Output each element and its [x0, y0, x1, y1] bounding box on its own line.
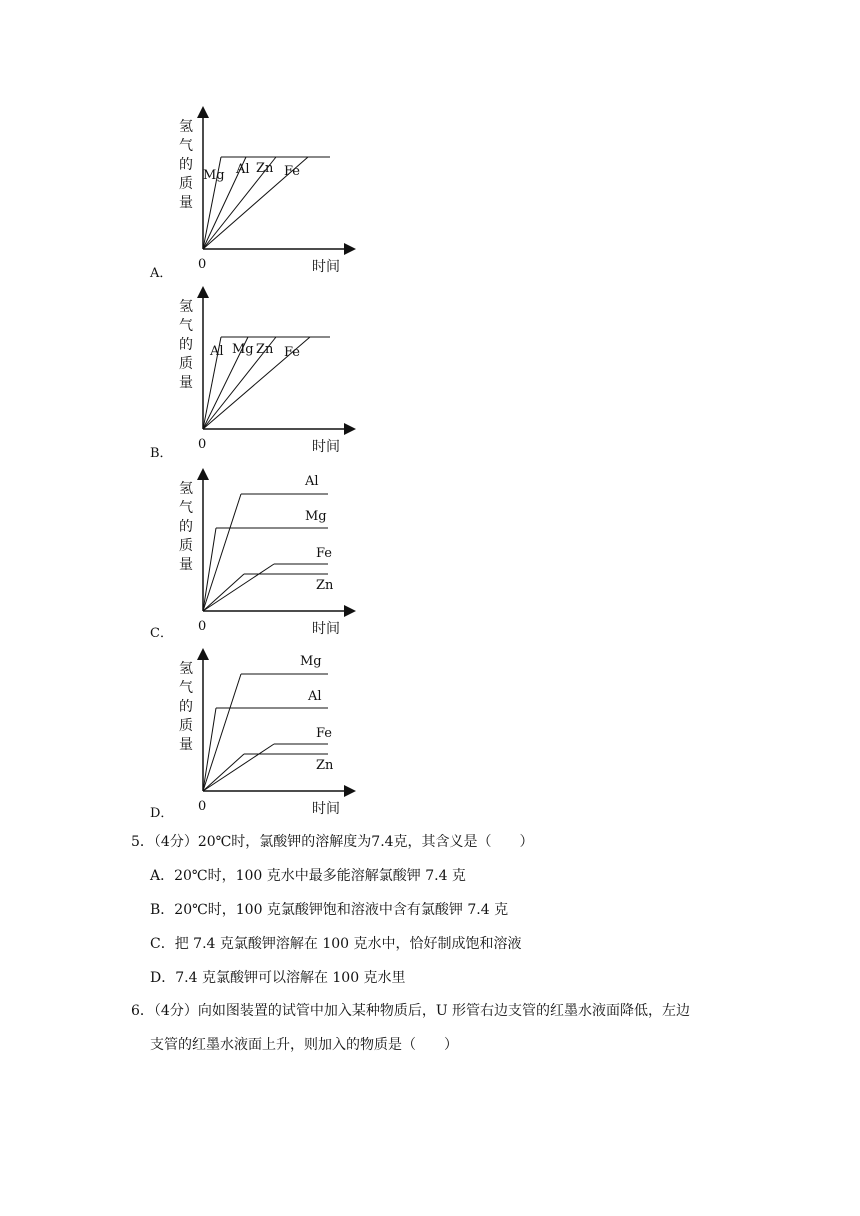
- graph-b: [150, 280, 370, 455]
- x-axis-label: 时间: [312, 439, 340, 455]
- y-char: 的: [179, 157, 193, 173]
- x-axis-label: 时间: [312, 621, 340, 637]
- q5-option-b: B．20℃时，100 克氯酸钾饱和溶液中含有氯酸钾 7.4 克: [150, 902, 509, 918]
- line-label-al: Al: [305, 474, 319, 489]
- origin-label: 0: [198, 257, 207, 272]
- option-letter-c: C．: [150, 626, 173, 641]
- line-label-al: Al: [236, 162, 250, 177]
- line-label-fe: Fe: [316, 546, 333, 561]
- line-label-mg: Mg: [300, 654, 322, 669]
- line-label-mg: Mg: [203, 168, 225, 183]
- y-char: 氢: [179, 299, 193, 315]
- y-char: 气: [179, 680, 193, 696]
- line-label-al: Al: [210, 344, 224, 359]
- question-5-stem: 5．（4分）20℃时，氯酸钾的溶解度为7.4克，其含义是（ ）: [131, 834, 534, 850]
- graph-c: [150, 462, 370, 637]
- origin-label: 0: [198, 799, 207, 814]
- y-char: 量: [179, 375, 193, 391]
- y-axis-label: [177, 480, 195, 575]
- y-char: 的: [179, 519, 193, 535]
- y-char: 质: [179, 356, 193, 372]
- line-label-fe: Fe: [284, 345, 301, 360]
- line-label-fe: Fe: [284, 164, 301, 179]
- q5-option-a: A．20℃时，100 克水中最多能溶解氯酸钾 7.4 克: [150, 868, 466, 884]
- line-label-mg: Mg: [232, 342, 254, 357]
- y-char: 气: [179, 318, 193, 334]
- y-char: 气: [179, 500, 193, 516]
- x-axis-label: 时间: [312, 801, 340, 817]
- y-char: 质: [179, 538, 193, 554]
- option-letter-d: D．: [150, 806, 174, 821]
- question-6-stem-line2: 支管的红墨水液面上升，则加入的物质是（ ）: [150, 1037, 458, 1053]
- y-char: 氢: [179, 661, 193, 677]
- origin-label: 0: [198, 437, 207, 452]
- x-axis-label: 时间: [312, 259, 340, 275]
- y-char: 的: [179, 337, 193, 353]
- line-label-fe: Fe: [316, 726, 333, 741]
- y-axis-label: [177, 298, 195, 393]
- line-label-zn: Zn: [256, 342, 274, 357]
- option-letter-b: B．: [150, 446, 173, 461]
- y-axis-label: [177, 660, 195, 755]
- y-char: 量: [179, 737, 193, 753]
- graph-d: [150, 642, 370, 817]
- q5-option-c: C．把 7.4 克氯酸钾溶解在 100 克水中，恰好制成饱和溶液: [150, 936, 522, 952]
- q5-option-d: D．7.4 克氯酸钾可以溶解在 100 克水里: [150, 970, 406, 986]
- line-label-al: Al: [308, 689, 322, 704]
- line-label-zn: Zn: [316, 578, 334, 593]
- option-letter-a: A．: [150, 266, 173, 281]
- y-char: 量: [179, 195, 193, 211]
- question-6-stem-line1: 6．（4分）向如图装置的试管中加入某种物质后，U 形管右边支管的红墨水液面降低，左边: [131, 1003, 691, 1019]
- line-label-zn: Zn: [256, 161, 274, 176]
- y-char: 气: [179, 138, 193, 154]
- line-label-zn: Zn: [316, 758, 334, 773]
- y-char: 量: [179, 557, 193, 573]
- y-char: 氢: [179, 481, 193, 497]
- y-char: 氢: [179, 119, 193, 135]
- y-char: 的: [179, 699, 193, 715]
- line-label-mg: Mg: [305, 509, 327, 524]
- graph-a: [150, 100, 370, 275]
- y-char: 质: [179, 718, 193, 734]
- y-axis-label: [177, 118, 195, 213]
- y-char: 质: [179, 176, 193, 192]
- origin-label: 0: [198, 619, 207, 634]
